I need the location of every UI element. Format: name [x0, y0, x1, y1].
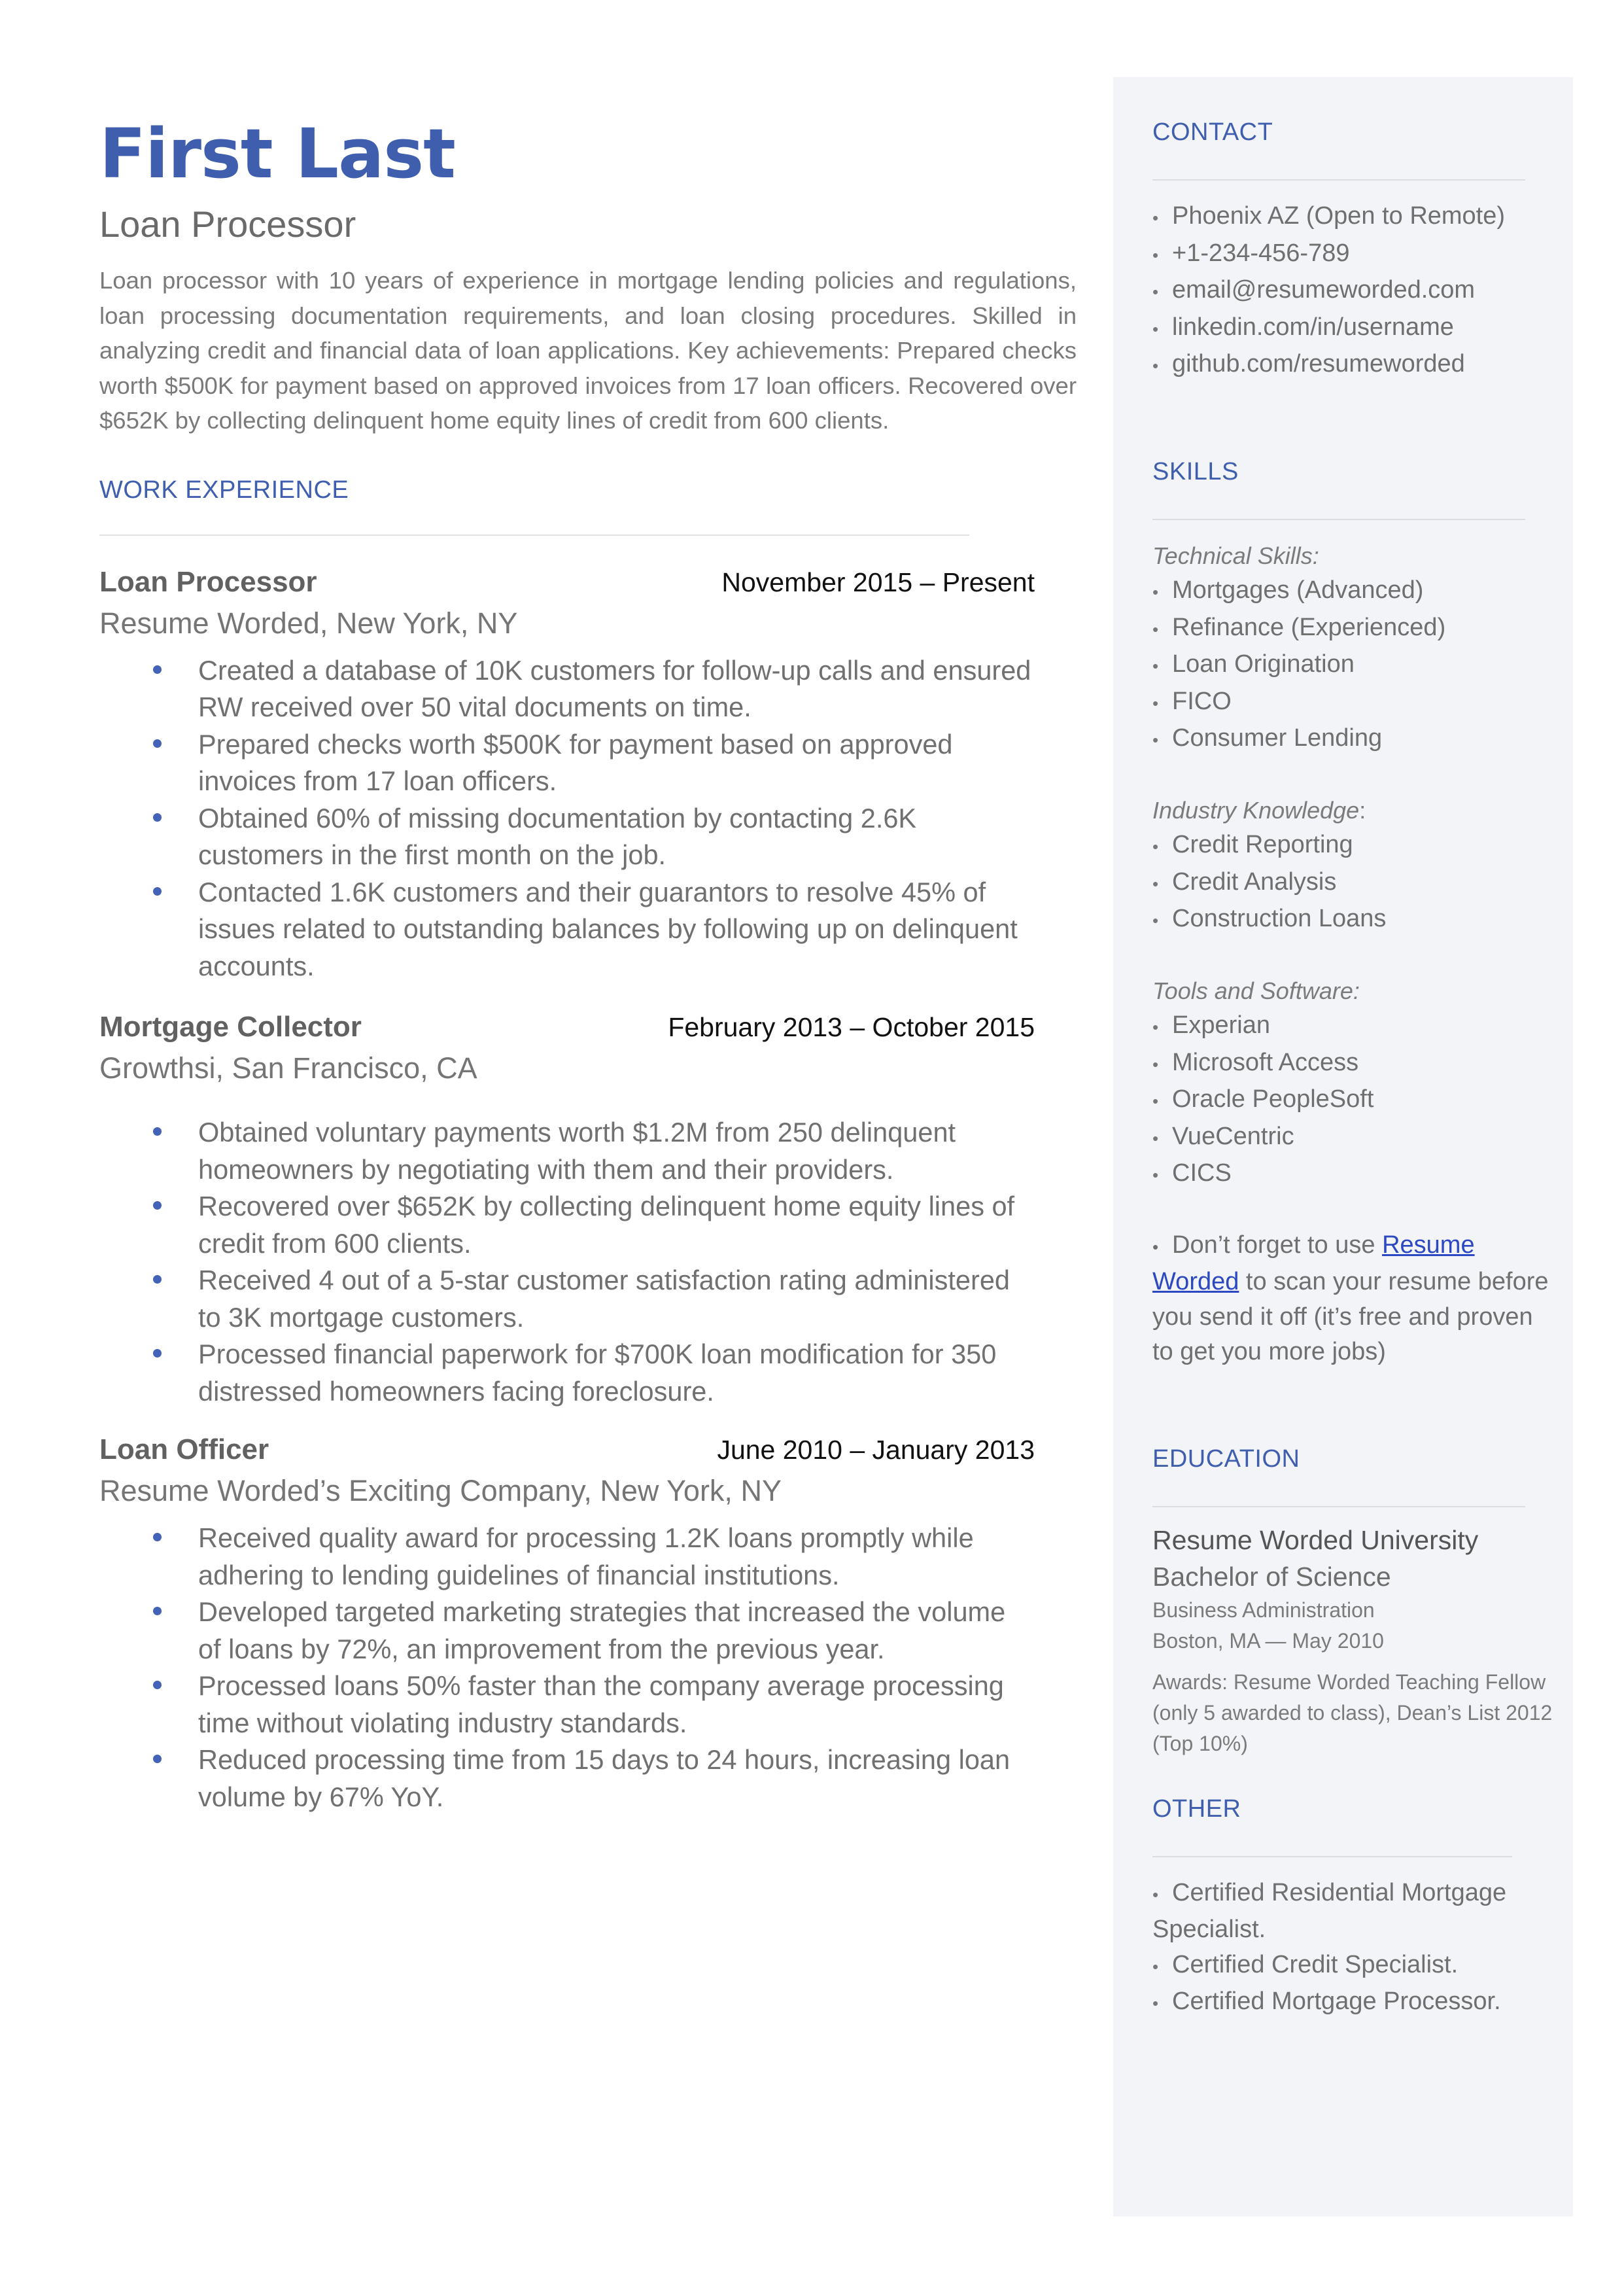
list-item: Created a database of 10K customers for follow-up calls and ensured RW received over 50 vital documents on time.: [99, 652, 1035, 726]
job-dates: November 2015 – Present: [721, 567, 1035, 597]
list-item: • Loan Origination: [1152, 650, 1355, 678]
list-item: • Construction Loans: [1152, 905, 1387, 932]
contact-heading: CONTACT: [1152, 118, 1273, 146]
main-column: [99, 111, 1077, 1815]
list-item: Obtained voluntary payments worth $1.2M from 250 delinquent homeowners by negotiating with them and their providers.: [99, 1114, 1035, 1188]
job-title: Loan Processor: [99, 565, 317, 598]
job-entry: [99, 1433, 1077, 1815]
contact-email: • email@resumeworded.com: [1152, 276, 1476, 304]
list-item: • Credit Analysis: [1152, 867, 1337, 896]
list-item: Reduced processing time from 15 days to 24 hours, increasing loan volume by 67% YoY.: [99, 1742, 1035, 1815]
bullet-dot-icon: [153, 1275, 162, 1284]
list-item: • Credit Reporting: [1152, 831, 1353, 858]
list-item: • Consumer Lending: [1152, 724, 1383, 752]
bullet-dot-icon: [153, 739, 162, 748]
summary: Loan processor with 10 years of experience in mortgage lending policies and regulations, loan processing documentation requirements, and loan closing procedures. Skilled in analyzing credit and financial data of loan applications. Key achievements: Prepared checks worth $500K for payment based on approved invoices from 17 loan officers. Recovered over $652K by collecting delinquent home equity lines of credit from 600 clients.: [99, 267, 1077, 434]
list-item: Developed targeted marketing strategies that increased the volume of loans by 72%, an improvement from the previous year.: [99, 1594, 1035, 1668]
list-item: Processed financial paperwork for $700K loan modification for 350 distressed homeowners facing foreclosure.: [99, 1336, 1035, 1410]
education-location-date: Boston, MA — May 2010: [1152, 1628, 1384, 1653]
contact-location: • Phoenix AZ (Open to Remote): [1152, 202, 1506, 230]
resume-worded-tip: • Don’t forget to use Resume Worded to scan your resume before you send it off (it’s free and proven to get you more jobs): [1152, 1231, 1549, 1365]
education-field: Business Administration: [1152, 1598, 1375, 1622]
list-item: Processed loans 50% faster than the company average processing time without violating industry standards.: [99, 1668, 1035, 1742]
other-list: [1152, 1876, 1558, 2022]
candidate-name: First Last: [99, 114, 455, 194]
work-experience-heading: WORK EXPERIENCE: [99, 476, 349, 504]
technical-skills-label: Technical Skills:: [1152, 542, 1319, 569]
bullet-dot-icon: [153, 813, 162, 822]
list-item: Contacted 1.6K customers and their guarantors to resolve 45% of issues related to outstanding balances by following up on delinquent accounts.: [99, 874, 1035, 985]
list-item: • CICS: [1152, 1159, 1232, 1187]
divider: [1152, 519, 1525, 520]
industry-knowledge-label: Industry Knowledge:: [1152, 796, 1366, 824]
tools-software-list: [1152, 1008, 1558, 1193]
job-bullets: [99, 1114, 1035, 1410]
bullet-dot-icon: [153, 1127, 162, 1136]
job-title: Loan Officer: [99, 1433, 269, 1465]
divider: [1152, 179, 1525, 181]
list-item: • VueCentric: [1152, 1122, 1294, 1150]
job-company: Growthsi, San Francisco, CA: [99, 1051, 477, 1085]
bullet-dot-icon: [153, 1201, 162, 1210]
list-item: • Certified Credit Specialist.: [1152, 1950, 1459, 1978]
list-item: • Refinance (Experienced): [1152, 613, 1446, 641]
divider: [1152, 1506, 1525, 1507]
bullet-dot-icon: [153, 1755, 162, 1763]
candidate-title: Loan Processor: [99, 203, 356, 245]
bullet-dot-icon: [153, 1349, 162, 1358]
education-degree: Bachelor of Science: [1152, 1561, 1391, 1592]
contact-list: [1152, 199, 1558, 384]
list-item: Obtained 60% of missing documentation by contacting 2.6K customers in the first month on the job.: [99, 800, 1035, 874]
contact-phone: • +1-234-456-789: [1152, 239, 1350, 267]
list-item: • Certified Residential Mortgage Specialist.: [1152, 1878, 1507, 1943]
bullet-dot-icon: [153, 1533, 162, 1541]
list-item: Received quality award for processing 1.2K loans promptly while adhering to lending guidelines of financial institutions.: [99, 1520, 1035, 1594]
list-item: • FICO: [1152, 687, 1232, 715]
job-dates: June 2010 – January 2013: [717, 1435, 1035, 1465]
sidebar: [1113, 77, 1573, 2216]
skills-heading: SKILLS: [1152, 457, 1239, 485]
job-company: Resume Worded, New York, NY: [99, 606, 518, 640]
list-item: • Microsoft Access: [1152, 1048, 1359, 1076]
contact-github: • github.com/resumeworded: [1152, 350, 1465, 377]
list-item: • Certified Mortgage Processor.: [1152, 1988, 1501, 2015]
education-school: Resume Worded University: [1152, 1524, 1479, 1555]
divider: [1152, 1856, 1512, 1857]
education-heading: EDUCATION: [1152, 1445, 1300, 1473]
job-bullets: [99, 1520, 1035, 1815]
job-company: Resume Worded’s Exciting Company, New York, NY: [99, 1474, 782, 1507]
industry-knowledge-list: [1152, 828, 1558, 939]
job-entry: [99, 1011, 1077, 1410]
list-item: • Experian: [1152, 1011, 1270, 1039]
job-dates: February 2013 – October 2015: [668, 1012, 1035, 1042]
resume-worded-link[interactable]: Resume Worded: [1152, 1231, 1475, 1295]
education-awards: Awards: Resume Worded Teaching Fellow (only 5 awarded to class), Dean’s List 2012 (Top 10%): [1152, 1670, 1553, 1755]
job-title: Mortgage Collector: [99, 1011, 362, 1043]
technical-skills-list: [1152, 573, 1558, 758]
list-item: • Oracle PeopleSoft: [1152, 1085, 1374, 1113]
bullet-dot-icon: [153, 1681, 162, 1689]
list-item: Recovered over $652K by collecting delinquent home equity lines of credit from 600 clients.: [99, 1188, 1035, 1262]
tools-software-label: Tools and Software:: [1152, 977, 1360, 1004]
bullet-dot-icon: [153, 1607, 162, 1615]
bullet-dot-icon: [153, 665, 162, 674]
list-item: • Mortgages (Advanced): [1152, 576, 1424, 604]
divider: [99, 534, 969, 536]
bullet-dot-icon: [153, 887, 162, 896]
contact-linkedin: • linkedin.com/in/username: [1152, 313, 1454, 341]
other-heading: OTHER: [1152, 1795, 1241, 1823]
list-item: Received 4 out of a 5-star customer satisfaction rating administered to 3K mortgage customers.: [99, 1262, 1035, 1336]
list-item: Prepared checks worth $500K for payment based on approved invoices from 17 loan officers.: [99, 726, 1035, 800]
job-entry: [99, 566, 1077, 985]
job-bullets: [99, 652, 1035, 985]
